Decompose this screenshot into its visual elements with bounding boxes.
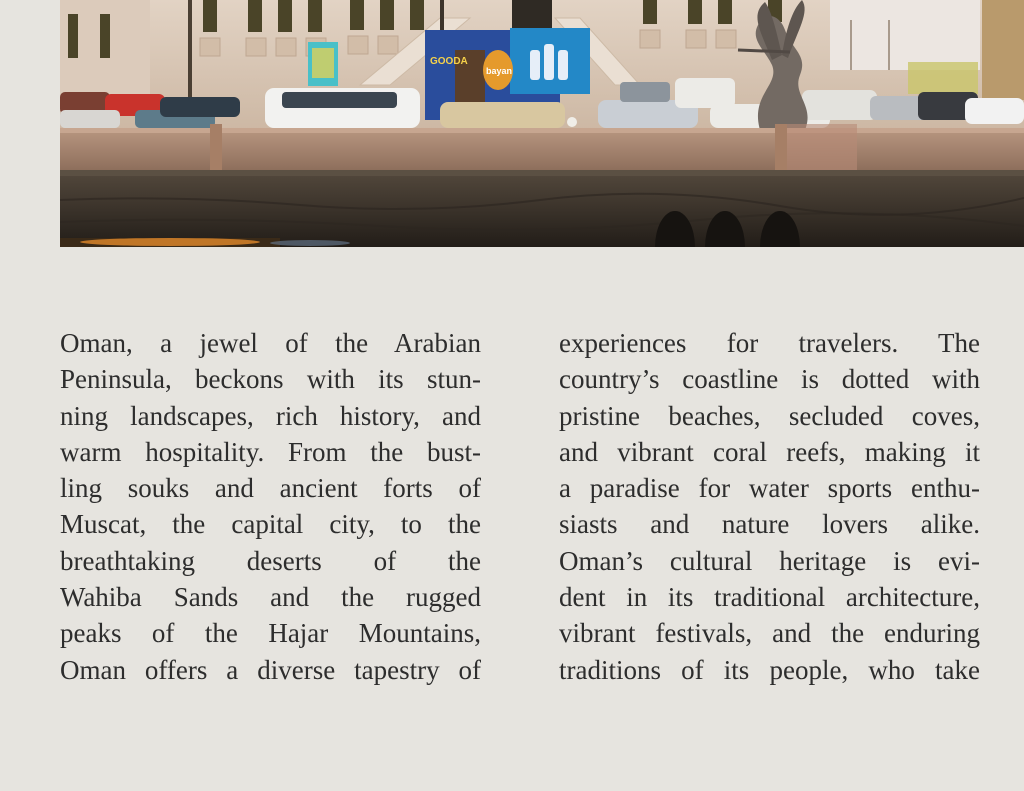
text-line: vibrant festivals, and the enduring [559, 618, 980, 649]
text-line: dent in its traditional architecture, [559, 582, 980, 613]
text-line: and vibrant coral reefs, making it [559, 436, 980, 467]
text-line: traditions of its people, who take [559, 654, 980, 685]
text-line: a paradise for water sports enthu- [559, 473, 980, 504]
billboard [308, 42, 338, 86]
text-line: ling souks and ancient forts of [60, 473, 481, 504]
text-line: experiences for travelers. The [559, 328, 980, 358]
text-line: country’s coastline is dotted with [559, 364, 980, 395]
text-line: breathtaking deserts of the [60, 545, 481, 576]
text-line: Oman’s cultural heritage is evi- [559, 545, 980, 576]
seawall [60, 170, 1024, 247]
header-photo [60, 0, 1024, 247]
text-line: Wahiba Sands and the rugged [60, 582, 481, 613]
text-line: Oman, a jewel of the Arabian [60, 328, 481, 358]
text-line: pristine beaches, secluded coves, [559, 400, 980, 431]
text-line: peaks of the Hajar Mountains, [60, 618, 481, 649]
truck-sign-text: GOODA [430, 56, 468, 67]
seawall-railing [60, 124, 1024, 170]
text-line: siasts and nature lovers alike. [559, 509, 980, 540]
truck-brand-text: bayan [486, 66, 513, 76]
text-line: ning landscapes, rich history, and [60, 400, 481, 431]
article-column-right [559, 325, 980, 688]
text-line: warm hospitality. From the bust- [60, 436, 481, 467]
article-column-left [60, 325, 481, 688]
text-line: Oman offers a diverse tapestry of [60, 654, 481, 685]
text-line: Peninsula, beckons with its stun- [60, 364, 481, 395]
corniche-street-scene [60, 0, 1024, 247]
text-line: Muscat, the capital city, to the [60, 509, 481, 540]
